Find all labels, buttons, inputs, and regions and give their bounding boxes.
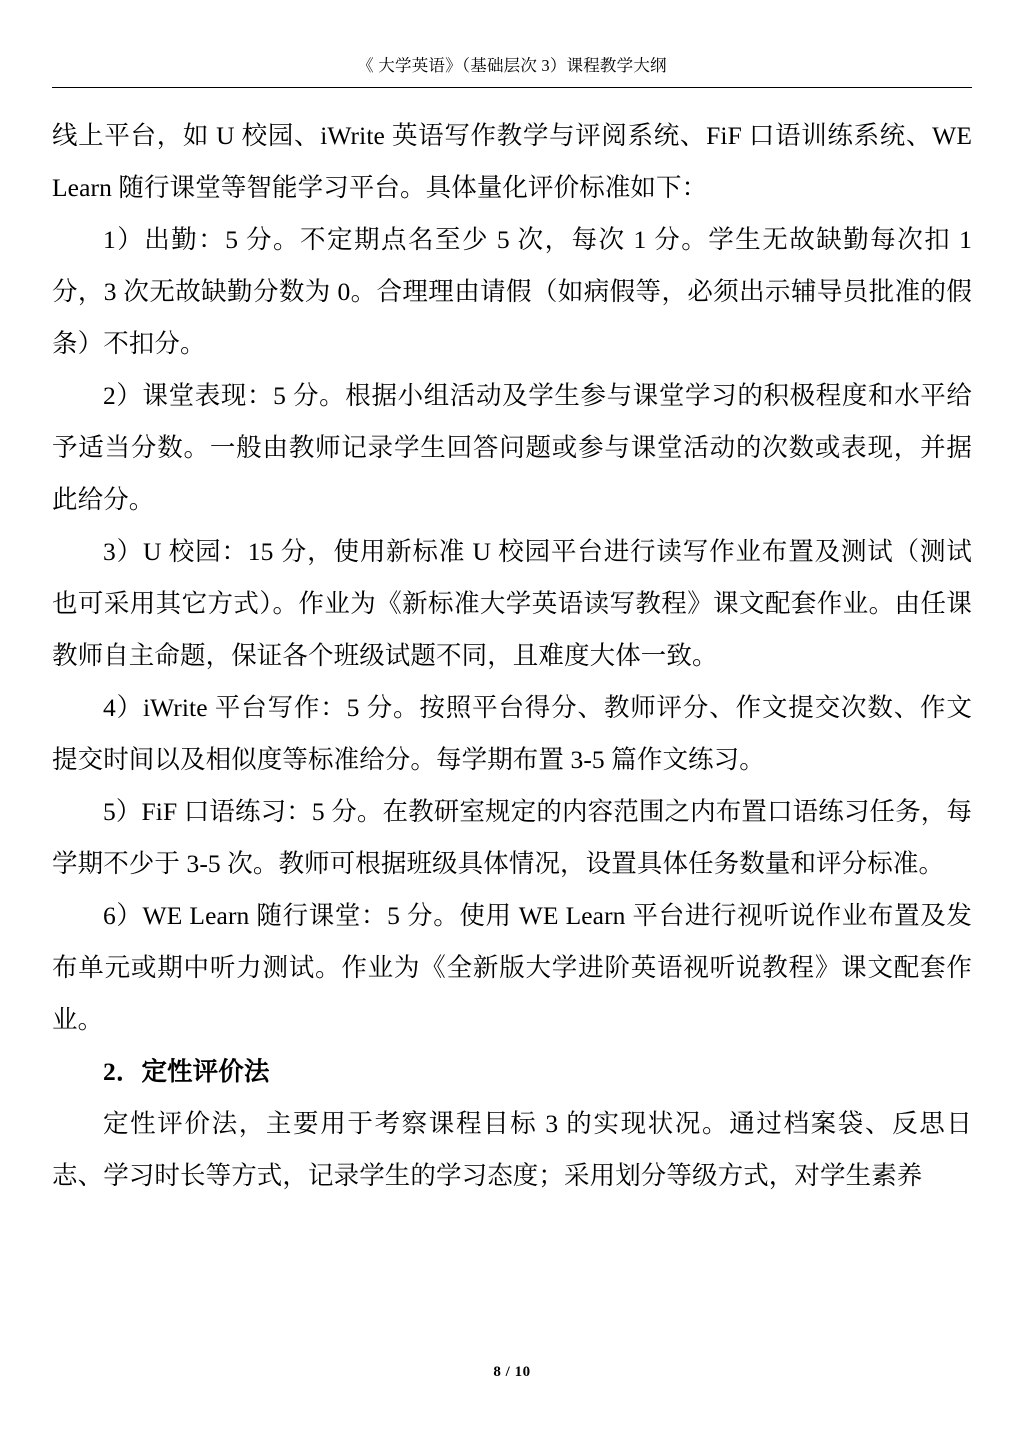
header-divider	[52, 87, 972, 88]
paragraph-qualitative-evaluation: 定性评价法，主要用于考察课程目标 3 的实现状况。通过档案袋、反思日志、学习时长等方式，记录学生的学习态度；采用划分等级方式，对学生素养	[52, 1109, 972, 1191]
paragraph-item-6-we-learn: 6）WE Learn 随行课堂：5 分。使用 WE Learn 平台进行视听说作业布置及发布单元或期中听力测试。作业为《全新版大学进阶英语视听说教程》课文配套作业。	[52, 901, 972, 1035]
header-title: 《 大学英语》（基础层次 3）课程教学大纲	[357, 56, 667, 75]
page-header	[52, 54, 972, 87]
page-footer	[0, 1364, 1024, 1381]
section-heading-qualitative-evaluation: 2．定性评价法	[103, 1057, 270, 1087]
paragraph-item-2-class-performance: 2）课堂表现：5 分。根据小组活动及学生参与课堂学习的积极程度和水平给予适当分数。一般由教师记录学生回答问题或参与课堂活动的次数或表现，并据此给分。	[52, 381, 972, 515]
paragraph-item-3-u-campus: 3）U 校园：15 分，使用新标准 U 校园平台进行读写作业布置及测试（测试也可采用其它方式）。作业为《新标准大学英语读写教程》课文配套作业。由任课教师自主命题，保证各个班级试题不同，且难度大体一致。	[52, 537, 972, 671]
document-body	[52, 110, 972, 1202]
page-number: 8 / 10	[493, 1364, 531, 1380]
paragraph-item-1-attendance: 1）出勤：5 分。不定期点名至少 5 次，每次 1 分。学生无故缺勤每次扣 1 分，3 次无故缺勤分数为 0。合理理由请假（如病假等，必须出示辅导员批准的假条）不扣分。	[52, 225, 972, 359]
paragraph-item-4-iwrite: 4）iWrite 平台写作：5 分。按照平台得分、教师评分、作文提交次数、作文提交时间以及相似度等标准给分。每学期布置 3-5 篇作文练习。	[52, 693, 972, 775]
paragraph-item-5-fif: 5）FiF 口语练习：5 分。在教研室规定的内容范围之内布置口语练习任务，每学期不少于 3-5 次。教师可根据班级具体情况，设置具体任务数量和评分标准。	[52, 797, 972, 879]
paragraph-intro-platforms: 线上平台，如 U 校园、iWrite 英语写作教学与评阅系统、FiF 口语训练系统、WE Learn 随行课堂等智能学习平台。具体量化评价标准如下：	[52, 121, 972, 203]
